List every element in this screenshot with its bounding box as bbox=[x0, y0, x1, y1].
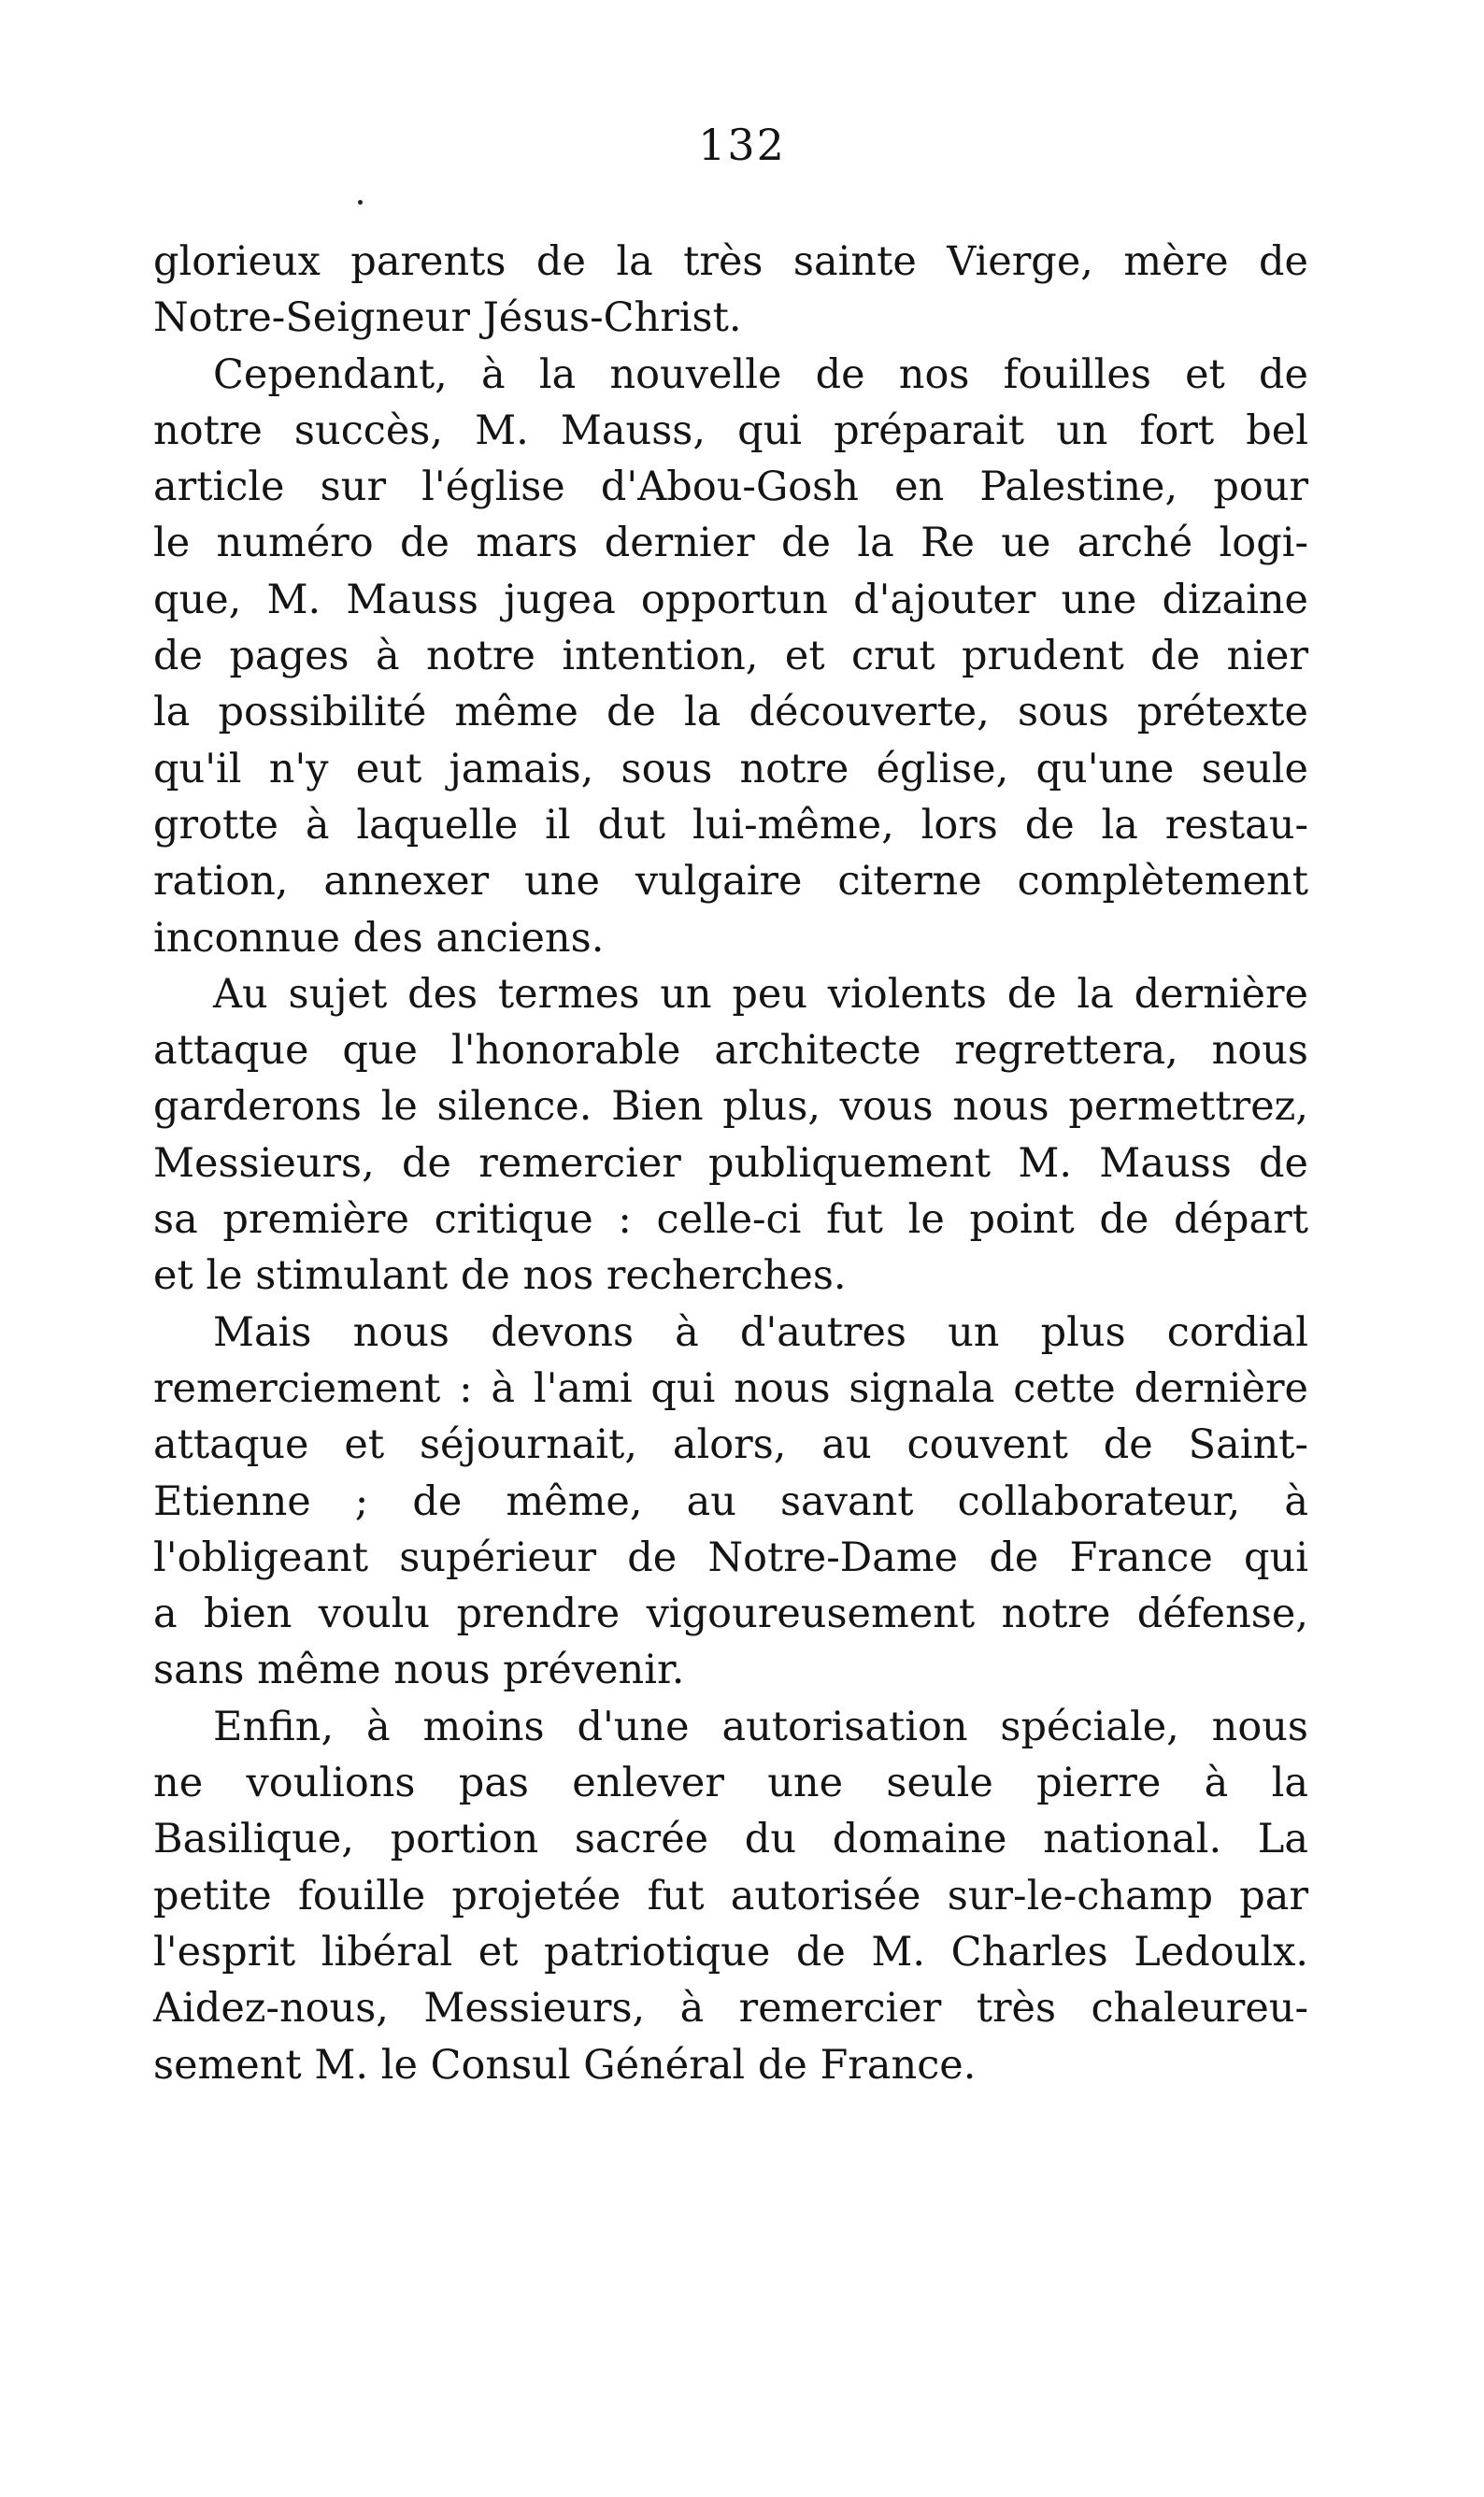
text-line: que, M. Mauss jugea opportun d'ajouter une dizaine bbox=[153, 576, 1308, 623]
paragraph-3 bbox=[153, 966, 1308, 1305]
body-text bbox=[153, 234, 1308, 2093]
text-line: attaque et séjournait, alors, au couvent de Saint- bbox=[153, 1421, 1308, 1469]
text-line: Aidez-nous, Messieurs, à remercier très chaleureu- bbox=[153, 1985, 1308, 2033]
paragraph-4 bbox=[153, 1305, 1308, 1699]
text-line: Etienne ; de même, au savant collaborateur, à bbox=[153, 1477, 1308, 1525]
text-line: Messieurs, de remercier publiquement M. Mauss de bbox=[153, 1139, 1308, 1187]
text-line: grotte à laquelle il dut lui-même, lors de la restau- bbox=[153, 801, 1308, 849]
ink-speck bbox=[358, 200, 363, 205]
text-line: inconnue des anciens. bbox=[153, 914, 605, 962]
text-line: glorieux parents de la très sainte Vierge, mère de bbox=[153, 238, 1308, 285]
text-line: de pages à notre intention, et crut prudent de nier bbox=[153, 633, 1308, 680]
text-line: Notre-Seigneur Jésus-Christ. bbox=[153, 294, 742, 342]
paragraph-5 bbox=[153, 1699, 1308, 2093]
text-line: Enfin, à moins d'une autorisation spéciale, nous bbox=[213, 1703, 1308, 1750]
text-line: Au sujet des termes un peu violents de la dernière bbox=[213, 970, 1308, 1018]
text-line: ration, annexer une vulgaire citerne complètement bbox=[153, 858, 1308, 906]
text-line: article sur l'église d'Abou-Gosh en Palestine, pour bbox=[153, 464, 1308, 511]
paragraph-2 bbox=[153, 347, 1308, 966]
text-line: ne voulions pas enlever une seule pierre à la bbox=[153, 1760, 1308, 1807]
text-line: le numéro de mars dernier de la Re ue arché logi- bbox=[153, 520, 1308, 567]
text-line: sans même nous prévenir. bbox=[153, 1647, 685, 1694]
text-line: sement M. le Consul Général de France. bbox=[153, 2041, 977, 2089]
text-line: a bien voulu prendre vigoureusement notre défense, bbox=[153, 1591, 1308, 1638]
text-line: la possibilité même de la découverte, sous prétexte bbox=[153, 689, 1308, 736]
text-line: Basilique, portion sacrée du domaine national. La bbox=[153, 1816, 1308, 1863]
text-line: l'obligeant supérieur de Notre-Dame de France qui bbox=[153, 1534, 1308, 1581]
text-line: sa première critique : celle-ci fut le point de départ bbox=[153, 1196, 1308, 1244]
text-line: remerciement : à l'ami qui nous signala cette dernière bbox=[153, 1364, 1308, 1412]
text-line: petite fouille projetée fut autorisée sur-le-champ par bbox=[153, 1872, 1308, 1919]
text-line: Mais nous devons à d'autres un plus cordial bbox=[213, 1308, 1308, 1356]
text-line: notre succès, M. Mauss, qui préparait un fort bel bbox=[153, 407, 1308, 454]
paragraph-1 bbox=[153, 234, 1308, 347]
text-line: garderons le silence. Bien plus, vous nous permettrez, bbox=[153, 1083, 1308, 1131]
text-line: Cependant, à la nouvelle de nos fouilles et de bbox=[213, 350, 1308, 398]
text-line: et le stimulant de nos recherches. bbox=[153, 1252, 847, 1300]
text-line: l'esprit libéral et patriotique de M. Charles Ledoulx. bbox=[153, 1928, 1308, 1976]
text-line: qu'il n'y eut jamais, sous notre église, qu'une seule bbox=[153, 745, 1308, 792]
text-line: attaque que l'honorable architecte regrettera, nous bbox=[153, 1027, 1308, 1075]
page-number: 132 bbox=[698, 120, 786, 170]
